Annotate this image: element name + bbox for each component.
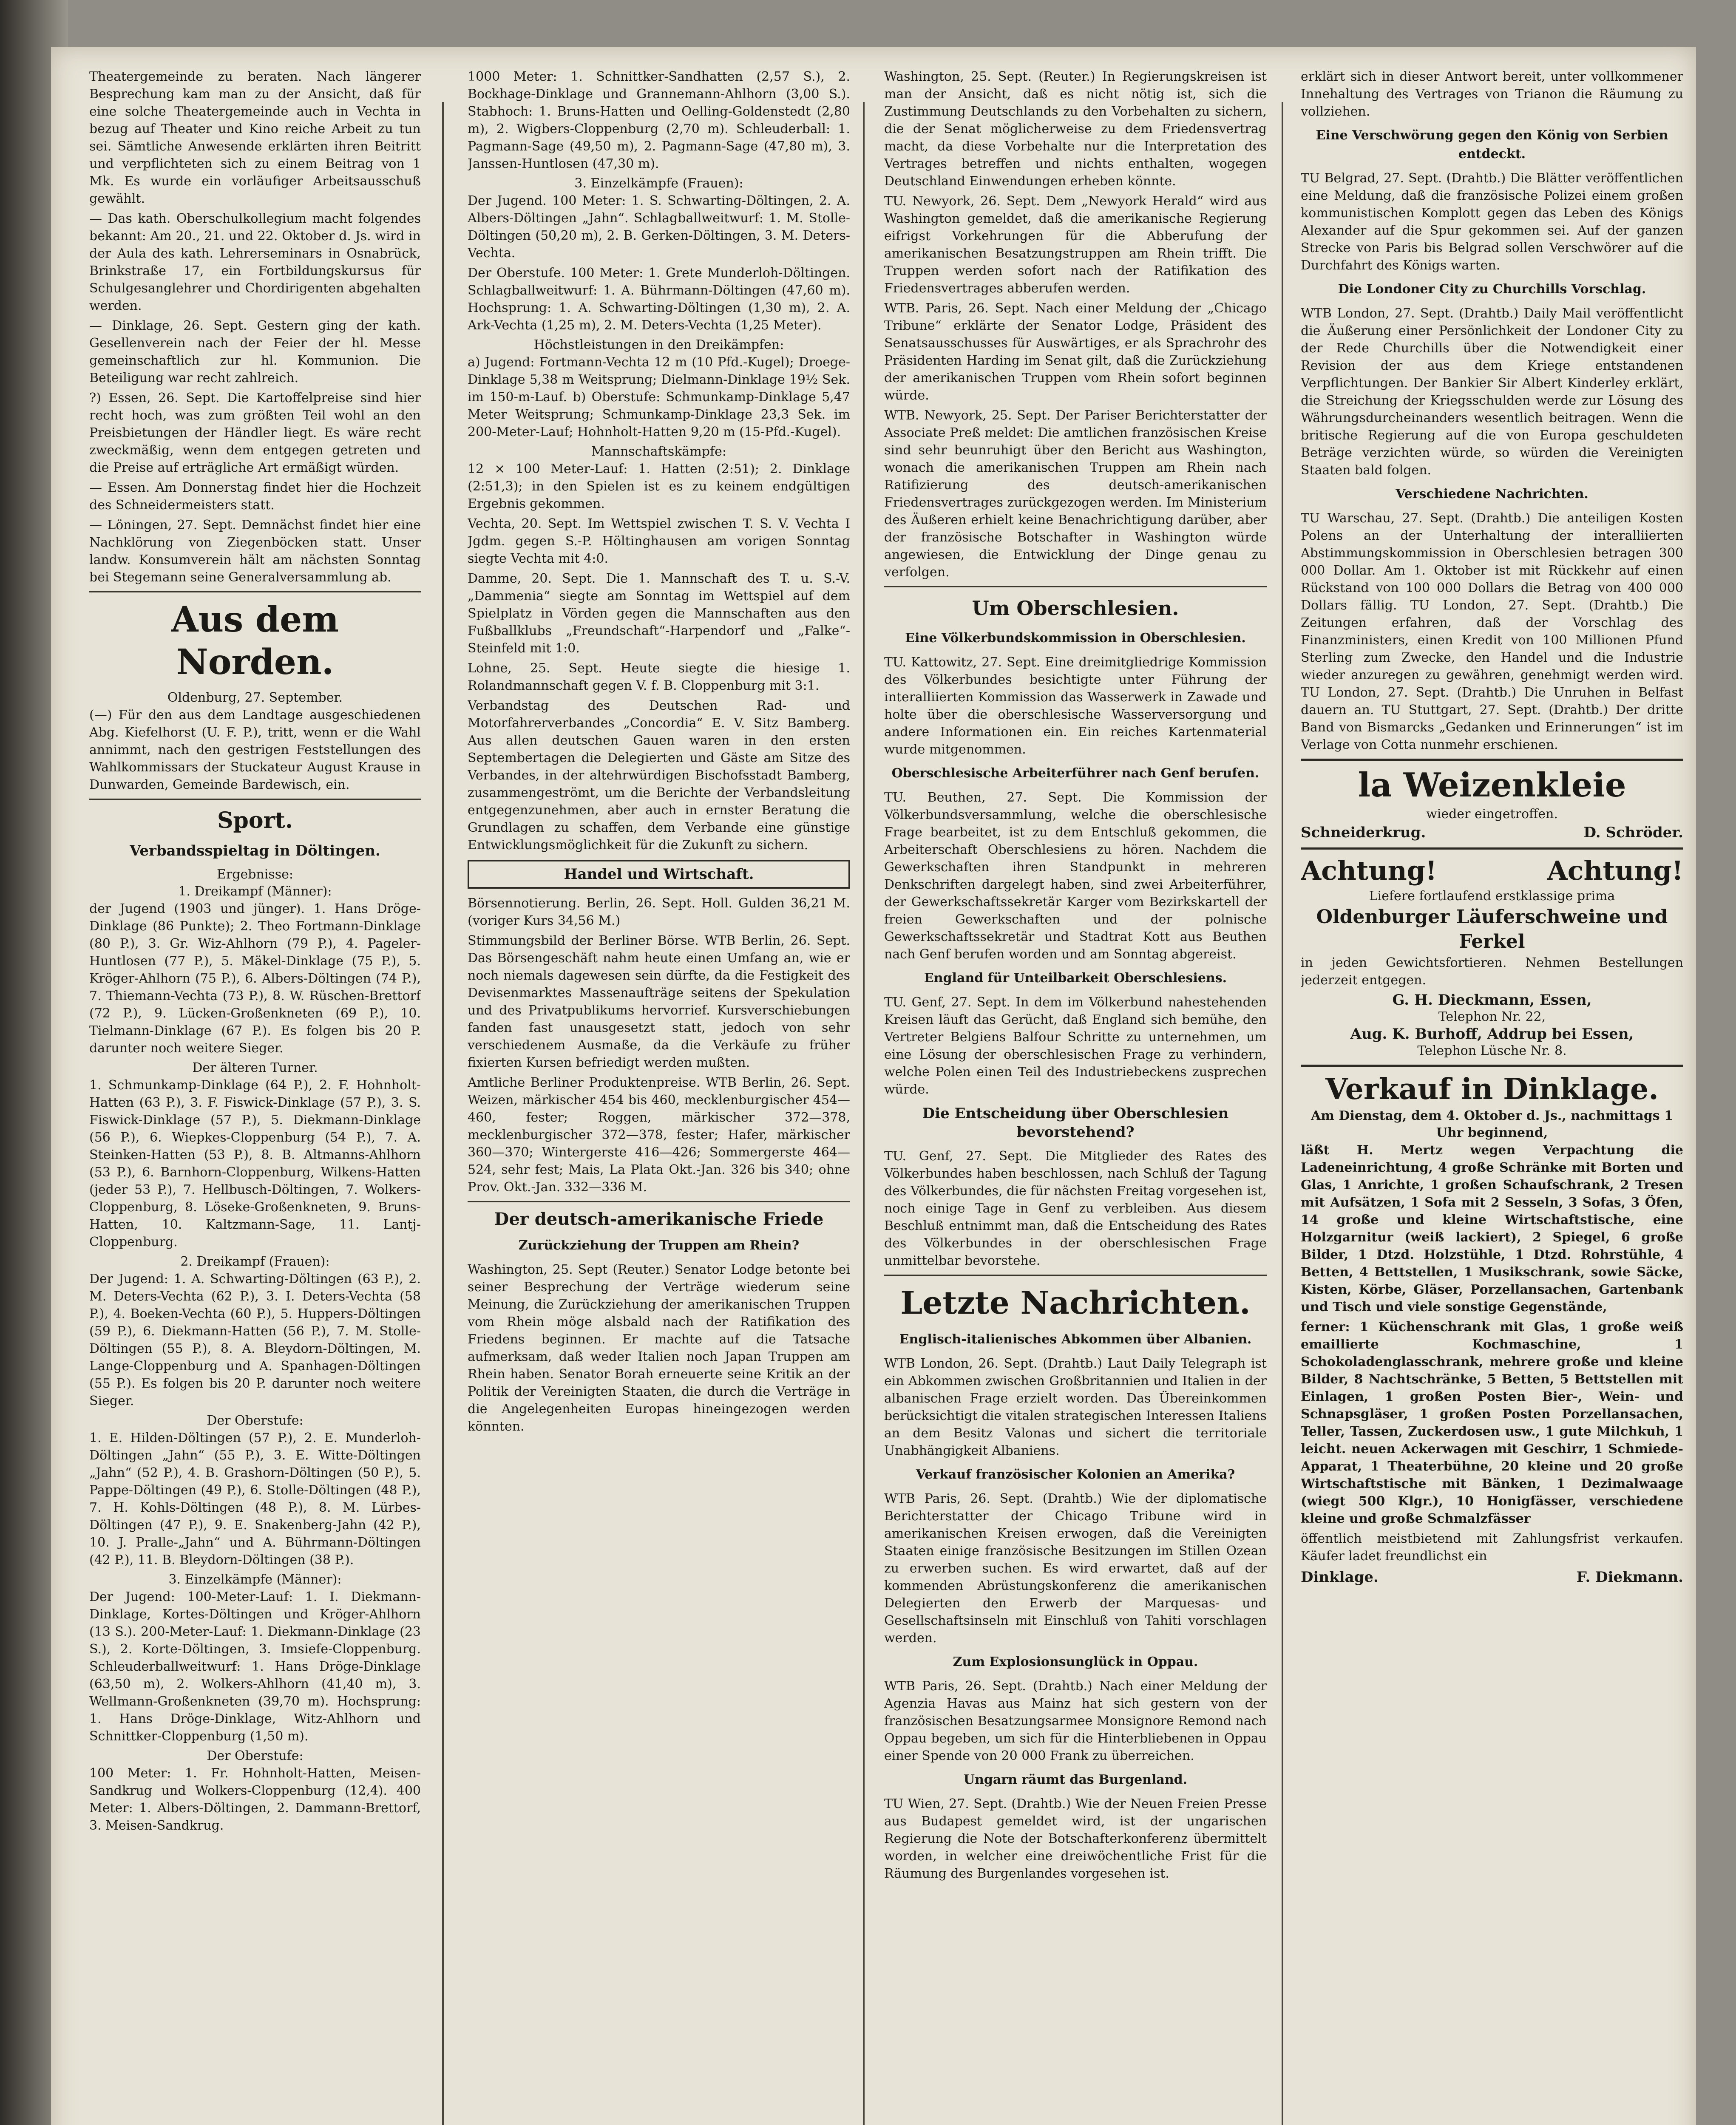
article-paragraph: TU. Genf, 27. Sept. Die Mitglieder des Rates des Völkerbundes haben beschlossen, nach Schluß der Tagung des Völkerbundes, die für nächsten Freitag vorgesehen ist, noch einige Tage in Genf zu verbleiben. Aus diesem Beschluß entnimmt man, daß die Entscheidung des Rates des Völkerbundes in der oberschlesischen Frage unmittelbar bevorstehe.: [884, 1149, 1267, 1268]
ad-phone: Telephon Nr. 22,: [1438, 1009, 1546, 1024]
article-paragraph: WTB London, 26. Sept. (Drahtb.) Laut Daily Telegraph ist ein Abkommen zwischen Großbritannien und Italien in der albanischen Frage erzielt worden. Das Übereinkommen berücksichtigt die vitalen strategischen Interessen Italiens an dem Besitz Valonas und sichert die territoriale Unabhängigkeit Albaniens.: [884, 1356, 1267, 1458]
label: 1. Dreikampf (Männer):: [178, 884, 332, 899]
column-4: [1301, 68, 1683, 1587]
ad-text: ferner: 1 Küchenschrank mit Glas, 1 große weiß emaillierte Kochmaschine, 1 Schokoladenglasschrank, mehrere große und kleine Bilder, 8 Nachtschränke, 5 Betten, 5 Bettstellen mit Einlagen, 1 großen Posten Bier-, Wein- und Schnapsgläser, 1 großen Posten Porzellansachen, Teller, Tassen, Zuckerdosen usw., 1 gute Milchkuh, 1 leicht. neuen Ackerwagen mit Geschirr, 1 Schmiede-Apparat, 1 Theaterbühne, 20 kleine und 20 große Wirtschaftstische mit Bänken, 1 Dezimalwaage (wiegt 500 Klgr.), 10 Honigfässer, verschiedene kleine und große Schmalzfässer: [1301, 1320, 1683, 1526]
column-rule: [442, 102, 444, 2125]
ad-signature: D. Schröder.: [1583, 824, 1683, 841]
article-paragraph: TU. Genf, 27. Sept. In dem im Völkerbund nahestehenden Kreisen läuft das Gerücht, daß England sich bemühe, den Vertreter Belgiens Balfour Schritte zu unternehmen, um eine Lösung der oberschlesischen Frage zu verhindern, welche Polen einen Teil des Industriebeckens zusprechen würde.: [884, 995, 1267, 1097]
article-paragraph: Damme, 20. Sept. Die 1. Mannschaft des T. u. S.-V. „Dammenia“ siegte am Sonntag im Wettspiel auf dem Spielplatz in Vörden gegen die Mannschaften aus den Fußballklubs „Freundschaft“-Harpendorf und „Falke“-Steinfeld mit 1:0.: [468, 571, 850, 656]
article-paragraph: Der Jugend: 100-Meter-Lauf: 1. I. Diekmann-Dinklage, Kortes-Döltingen und Kröger-Ahlhorn (13 S.). 200-Meter-Lauf: 1. Diekmann-Dinklage (23 S.), 2. Korte-Döltingen, 3. Imsiefe-Cloppenburg. Schleuderballweitwurf: 1. Hans Dröge-Dinklage (63,50 m), 2. Wolkers-Ahlhorn (41,40 m), 3. Wellmann-Großenkneten (39,70 m). Hochsprung: 1. Hans Dröge-Dinklage, Witz-Ahlhorn und Schnittker-Cloppenburg (1,50 m).: [89, 1590, 421, 1744]
ad-text: Liefere fortlaufend erstklassige prima: [1369, 889, 1615, 904]
article-paragraph: — Dinklage, 26. Sept. Gestern ging der kath. Gesellenverein nach der Feier der hl. Messe gemeinschaftlich zur hl. Kommunion. Die Beteiligung war recht zahlreich.: [89, 318, 421, 385]
ad-phone: Telephon Lüsche Nr. 8.: [1417, 1043, 1567, 1058]
ad-signature: F. Diekmann.: [1576, 1569, 1683, 1586]
advertisement-ferkel: [1301, 847, 1683, 1060]
article-paragraph: a) Jugend: Fortmann-Vechta 12 m (10 Pfd.-Kugel); Droege-Dinklage 5,38 m Weitsprung; Dielmann-Dinklage 19½ Sek. im 150-m-Lauf. b) Oberstufe: Schmunkamp-Dinklage 5,47 Meter Weitsprung; Schmunkamp-Dinklage 23,3 Sek. im 200-Meter-Lauf; Hohnholt-Hatten 9,20 m (15-Pfd.-Kugel).: [468, 355, 850, 439]
subheading: Verschiedene Nachrichten.: [1396, 487, 1588, 502]
subheading: Die Londoner City zu Churchills Vorschlag.: [1338, 282, 1646, 297]
ad-exclamation: Achtung!: [1301, 855, 1437, 886]
column-1: [89, 68, 421, 1837]
ad-text: öffentlich meistbietend mit Zahlungsfrist verkaufen. Käufer ladet freundlichst ein: [1301, 1531, 1683, 1564]
divider: [89, 799, 421, 800]
article-paragraph: Washington, 25. Sept (Reuter.) Senator Lodge betonte bei seiner Besprechung der Verträge wiederum seine Meinung, die Zurückziehung der amerikanischen Truppen vom Rhein möge alsbald nach der Ratifikation des Friedens beginnen. Er machte auf die Tatsache aufmerksam, daß weder Italien noch Japan Truppen am Rhein haben. Senator Borah erneuerte seine Kritik an der Politik der Vereinigten Staaten, die durch die Verträge in die Angelegenheiten Europas hineingezogen werden könnten.: [468, 1262, 850, 1434]
ad-place: Schneiderkrug.: [1301, 824, 1426, 841]
ad-title: Oldenburger Läuferschweine und Ferkel: [1316, 906, 1668, 952]
article-paragraph: TU Wien, 27. Sept. (Drahtb.) Wie der Neuen Freien Presse aus Budapest gemeldet wird, ist der ungarischen Regierung die Note der Botschafterkonferenz übermittelt worden, in welcher eine dreiwöchentliche Frist für die Räumung des Burgenlandes vorgesehen ist.: [884, 1796, 1267, 1881]
ad-text: wieder eingetroffen.: [1426, 807, 1558, 822]
article-paragraph: TU. Newyork, 26. Sept. Dem „Newyork Herald“ wird aus Washington gemeldet, daß die amerikanische Regierung eifrigst Vorkehrungen für die Abberufung der amerikanischen Besatzungstruppen am Rhein trifft. Die Truppen werden sofort nach der Ratifikation des Friedensvertrages abberufen werden.: [884, 194, 1267, 296]
divider: [89, 591, 421, 592]
article-paragraph: 100 Meter: 1. Fr. Hohnholt-Hatten, Meisen-Sandkrug und Wolkers-Cloppenburg (12,4). 400 Meter: 1. Albers-Döltingen, 2. Dammann-Brettorf, 3. Meisen-Sandkrug.: [89, 1766, 421, 1833]
article-paragraph: (—) Für den aus dem Landtage ausgeschiedenen Abg. Kiefelhorst (U. F. P.), tritt, wenn er die Wahl annimmt, nach den gestrigen Feststellungen des Wahlkommissars der Stuckateur August Krause in Dunwarden, Gemeinde Bardewisch, ein.: [89, 708, 421, 792]
advertisement-weizenkleie: [1301, 759, 1683, 842]
label: Der älteren Turner.: [192, 1060, 318, 1075]
section-heading: Letzte Nachrichten.: [900, 1285, 1251, 1321]
article-paragraph: Theatergemeinde zu beraten. Nach längerer Besprechung kam man zu der Ansicht, daß für eine solche Theatergemeinde auch in Vechta in bezug auf Theater und Kino reiche Arbeit zu tun sei. Sämtliche Anwesende erklärten ihren Beitritt und verpflichteten sich zu einem Beitrag von 1 Mk. Es wurde ein vorläufiger Arbeitsausschuß gewählt.: [89, 69, 421, 206]
article-paragraph: der Jugend (1903 und jünger). 1. Hans Dröge-Dinklage (86 Punkte); 2. Theo Fortmann-Dinklage (80 P.), 3. Gr. Wiz-Ahlhorn (79 P.), 4. Pageler-Huntlosen (77 P.), 5. Mäkel-Dinklage (75 P.), 5. Kröger-Ahlhorn (75 P.), 6. Albers-Döltingen (74 P.), 7. Thiemann-Vechta (73 P.), 8. W. Rüschen-Brettorf (72 P.), 9. Lücken-Großenkneten (69 P.), 10. Tielmann-Dinklage (67 P.). Es folgen bis 20 P. darunter noch weitere Sieger.: [89, 901, 421, 1056]
subheading: England für Unteilbarkeit Oberschlesiens.: [924, 971, 1227, 986]
ad-title: la Weizenkleie: [1358, 766, 1626, 805]
divider: [884, 586, 1267, 587]
article-paragraph: WTB London, 27. Sept. (Drahtb.) Daily Mail veröffentlicht die Äußerung einer Persönlichkeit der Londoner City zu der Rede Churchills über die Notwendigkeit einer Revision der aus dem Kriege entstandenen Verpflichtungen. Der Bankier Sir Albert Kinderley erklärt, die Streichung der Kriegsschulden werde zur Lösung des Währungsdurcheinanders wesentlich beitragen. Wenn die britische Regierung auf die von Europa geschuldeten Beträge verzichten würde, so würden die Vereinigten Staaten bald folgen.: [1301, 306, 1683, 478]
subheading: Die Entscheidung über Oberschlesien bevorstehend?: [922, 1105, 1229, 1141]
subheading: Englisch-italienisches Abkommen über Albanien.: [899, 1332, 1252, 1347]
section-heading: Um Oberschlesien.: [972, 597, 1179, 620]
article-paragraph: TU. Beuthen, 27. Sept. Die Kommission der Völkerbundsversammlung, welche die oberschlesische Frage bearbeitet, ist zu dem Entschluß gekommen, die Arbeiterschaft Oberschlesiens zu hören. Nachdem die Gewerkschaften ihren Standpunkt in mehreren Denkschriften dargelegt haben, sind zwei Arbeiterführer, der Gewerkschaftssekretär Karger vom Bezirkskartell der freien Gewerkschaften und der polnische Gewerkschaftssekretär und Stadtrat Kott aus Beuthen nach Genf berufen worden und am Sonntag abgereist.: [884, 790, 1267, 962]
ad-title: Verkauf in Dinklage.: [1325, 1072, 1659, 1106]
section-heading-boxed: Handel und Wirtschaft.: [468, 860, 850, 889]
subheading: Zum Explosionsunglück in Oppau.: [953, 1655, 1198, 1669]
subheading: Oberschlesische Arbeiterführer nach Genf berufen.: [891, 766, 1259, 781]
article-paragraph: Börsennotierung. Berlin, 26. Sept. Holl. Gulden 36,21 M. (voriger Kurs 34,56 M.): [468, 896, 850, 928]
article-paragraph: 1000 Meter: 1. Schnittker-Sandhatten (2,57 S.), 2. Bockhage-Dinklage und Grannemann-Ahlhorn (3,00 S.). Stabhoch: 1. Bruns-Hatten und Oelling-Goldenstedt (2,80 m), 2. Wigbers-Cloppenburg (2,70 m). Schleuderball: 1. Pagmann-Sage (49,50 m), 2. Pagmann-Sage (47,80 m), 3. Janssen-Huntlosen (47,30 m).: [468, 69, 850, 171]
article-paragraph: Lohne, 25. Sept. Heute siegte die hiesige 1. Rolandmannschaft gegen V. f. B. Cloppenburg mit 3:1.: [468, 661, 850, 693]
section-heading: Sport.: [217, 808, 293, 833]
article-paragraph: TU Warschau, 27. Sept. (Drahtb.) Die anteiligen Kosten Polens an der Unterhaltung der interalliierten Abstimmungskommission in Oberschlesien betragen 300 000 Dollar. Am 1. Oktober ist mit Rückkehr auf einen Rückstand von 100 000 Dollars die Betrag von 400 000 Dollars fällig. TU London, 27. Sept. (Drahtb.) Die Zeitungen erfahren, daß der Vorschlag des Finanzministers, einen Kredit von 100 Millionen Pfund Sterling zum Zwecke, den Handel und die Industrie wieder anzuregen zu gewähren, genehmigt werden wird. TU London, 27. Sept. (Drahtb.) Die Unruhen in Belfast dauern an. TU Stuttgart, 27. Sept. (Drahtb.) Der dritte Band von Bismarcks „Gedanken und Erinnerungen“ ist im Verlage von Cotta nunmehr erschienen.: [1301, 511, 1683, 752]
article-paragraph: WTB. Paris, 26. Sept. Nach einer Meldung der „Chicago Tribune“ erklärte der Senator Lodge, Präsident des Senatsausschusses für Auswärtiges, er als Sprachrohr des Präsidenten Harding im Senat gilt, daß die Zurückziehung der amerikanischen Truppen vom Rhein sofort beginnen würde.: [884, 301, 1267, 403]
subheading: Eine Verschwörung gegen den König von Serbien entdeckt.: [1316, 128, 1668, 162]
article-paragraph: 12 × 100 Meter-Lauf: 1. Hatten (2:51); 2. Dinklage (2:51,3); in den Spielen ist es zu keinem endgültigen Ergebnis gekommen.: [468, 462, 850, 511]
subheading: Ungarn räumt das Burgenland.: [963, 1772, 1188, 1787]
ad-text: läßt H. Mertz wegen Verpachtung die Ladeneinrichtung, 4 große Schränke mit Borten und Glas, 1 Anrichte, 1 großen Schaufschrank, 2 Tresen mit Aufsätzen, 1 Sofa mit 2 Sesseln, 3 Sofas, 3 Öfen, 14 große und kleine Wirtschaftstische, eine Holzgarnitur (weiß lackiert), 2 Spiegel, 6 große Bilder, 1 Dtzd. Holzstühle, 1 Dtzd. Rohrstühle, 4 Betten, 4 Bettstellen, 1 Musikschrank, sowie Säcke, Kisten, Körbe, Gläser, Porzellansachen, Gartenbank und Tisch und viele sonstige Gegenstände,: [1301, 1143, 1683, 1315]
label: 3. Einzelkämpfe (Männer):: [168, 1572, 342, 1587]
article-paragraph: Der Oberstufe. 100 Meter: 1. Grete Munderloh-Döltingen. Schlagballweitwurf: 1. A. Bührmann-Döltingen (47,60 m). Hochsprung: 1. A. Schwarting-Döltingen (1,30 m), 2. A. Ark-Vechta (1,25 m), 2. M. Deters-Vechta (1,25 Meter).: [468, 266, 850, 333]
ad-exclamation: Achtung!: [1547, 855, 1683, 886]
advertisement-verkauf: [1301, 1065, 1683, 1587]
article-paragraph: Vechta, 20. Sept. Im Wettspiel zwischen T. S. V. Vechta I Jgdm. gegen S.-P. Höltinghausen am vorigen Sonntag siegte Vechta mit 4:0.: [468, 516, 850, 566]
label: 3. Einzelkämpfe (Frauen):: [574, 176, 743, 191]
ad-name: Aug. K. Burhoff, Addrup bei Essen,: [1350, 1026, 1634, 1043]
article-paragraph: Der Jugend: 1. A. Schwarting-Döltingen (63 P.), 2. M. Deters-Vechta (62 P.), 3. I. Deters-Vechta (58 P.), 4. Boeken-Vechta (60 P.), 5. Huppers-Döltingen (59 P.), 6. Diekmann-Hatten (56 P.), 7. M. Stolle-Döltingen (55 P.), 8. A. Bleydorn-Döltingen, M. Lange-Cloppenburg und A. Spanhagen-Döltingen (55 P.). Es folgen bis 20 P. darunter noch weitere Sieger.: [89, 1272, 421, 1408]
article-paragraph: Stimmungsbild der Berliner Börse. WTB Berlin, 26. Sept. Das Börsengeschäft nahm heute einen Umfang an, wie er noch niemals dagewesen sein dürfte, da die Festigkeit des Devisenmarktes Massenaufträge seitens der Spekulation und des Privatpublikums hervorrief. Kursverschiebungen fanden fast unausgesetzt statt, jedoch von sehr verschiedenem Ausmaße, da die Verkäufe zu früher fixierten Kursen befriedigt werden mußten.: [468, 933, 850, 1070]
section-heading: Aus dem Norden.: [171, 599, 339, 683]
article-paragraph: WTB Paris, 26. Sept. (Drahtb.) Nach einer Meldung der Agenzia Havas aus Mainz hat sich gestern von der französischen Besatzungsarmee Monsignore Remond nach Oppau begeben, um sich für die Hinterbliebenen in Oppau einer Spende von 20 000 Frank zu überreichen.: [884, 1679, 1267, 1763]
article-paragraph: ?) Essen, 26. Sept. Die Kartoffelpreise sind hier recht hoch, was zum größten Teil wohl an den Preisbietungen der Händler liegt. Es wäre recht zweckmäßig, wenn dem entgegen getreten und die Preise auf erträgliche Art ermäßigt würden.: [89, 391, 421, 475]
label: Mannschaftskämpfe:: [591, 444, 726, 459]
article-paragraph: — Essen. Am Donnerstag findet hier die Hochzeit des Schneidermeisters statt.: [89, 480, 421, 513]
article-paragraph: 1. E. Hilden-Döltingen (57 P.), 2. E. Munderloh-Döltingen „Jahn“ (55 P.), 3. E. Witte-Döltingen „Jahn“ (52 P.), 4. B. Grashorn-Döltingen (50 P.), 5. Pappe-Döltingen (49 P.), 6. Stolle-Döltingen (48 P.), 7. H. Kohls-Döltingen (48 P.), 8. M. Lürbes-Döltingen (47 P.), 9. E. Snakenberg-Jahn (42 P.), 10. J. Pralle-„Jahn“ und A. Bührmann-Döltingen (42 P.), 11. B. Bleydorn-Döltingen (38 P.).: [89, 1431, 421, 1567]
ad-name: G. H. Dieckmann, Essen,: [1392, 992, 1592, 1009]
subheading: Eine Völkerbundskommission in Oberschlesien.: [905, 631, 1246, 646]
ad-text: Am Dienstag, dem 4. Oktober d. Js., nachmittags 1 Uhr beginnend,: [1311, 1108, 1674, 1140]
subheading: Zurückziehung der Truppen am Rhein?: [518, 1238, 800, 1253]
column-rule: [863, 102, 865, 2125]
subheading: Verkauf französischer Kolonien an Amerika?: [916, 1467, 1235, 1482]
article-paragraph: Washington, 25. Sept. (Reuter.) In Regierungskreisen ist man der Ansicht, daß es nicht nötig ist, sich die Zustimmung Deutschlands zu den Vorbehalten zu sichern, die der Senat möglicherweise zu dem Friedensvertrag macht, da diese Vorbehalte nur die Interpretation des Vertrages betreffen und nichts enthalten, wogegen Deutschland Einwendungen erheben könnte.: [884, 69, 1267, 189]
article-paragraph: 1. Schmunkamp-Dinklage (64 P.), 2. F. Hohnholt-Hatten (63 P.), 3. F. Fiswick-Dinklage (57 P.), 3. S. Fiswick-Dinklage (57 P.), 5. Diekmann-Dinklage (56 P.), 6. Wiepkes-Cloppenburg (54 P.), 7. A. Steinken-Hatten (53 P.), 8. B. Altmanns-Ahlhorn (53 P.), 6. Barnhorn-Cloppenburg, Wilkens-Hatten (jeder 53 P.), 7. Hellbusch-Döltingen, 7. Wolkers-Cloppenburg, 8. Löseke-Großenkneten, 9. Bruns-Hatten, 10. Kaltzmann-Sage, 11. Lantj-Cloppenburg.: [89, 1078, 421, 1250]
column-2: [468, 68, 850, 1438]
subheading: Verbandsspieltag in Döltingen.: [130, 842, 380, 859]
dateline: Oldenburg, 27. September.: [167, 690, 343, 705]
divider: [884, 1275, 1267, 1276]
divider: [468, 1201, 850, 1202]
label: Der Oberstufe:: [207, 1413, 304, 1428]
label: Höchstleistungen in den Dreikämpfen:: [533, 337, 784, 352]
article-paragraph: Der Jugend. 100 Meter: 1. S. Schwarting-Döltingen, 2. A. Albers-Döltingen „Jahn“. Schlagballweitwurf: 1. M. Stolle-Döltingen (50,20 m), 2. B. Gerken-Döltingen, 3. M. Deters-Vechta.: [468, 193, 850, 261]
label: Ergebnisse:: [217, 867, 293, 882]
article-paragraph: TU. Kattowitz, 27. Sept. Eine dreimitgliedrige Kommission des Völkerbundes besichtigte unter Führung der interalliierten Kommission das Wasserwerk in Zawade und holte über die oberschlesische Wasserversorgung und andere Informationen ein. Ein reiches Kartenmaterial wurde mitgenommen.: [884, 655, 1267, 757]
label: 2. Dreikampf (Frauen):: [180, 1254, 330, 1269]
article-paragraph: — Löningen, 27. Sept. Demnächst findet hier eine Nachklörung von Ziegenböcken statt. Unser landw. Konsumverein hält am nächsten Sonntag bei Stegemann seine Generalversammlung ab.: [89, 518, 421, 585]
article-paragraph: TU Belgrad, 27. Sept. (Drahtb.) Die Blätter veröffentlichen eine Meldung, daß die französische Polizei einem großen kommunistischen Komplott gegen das Leben des Königs Alexander auf die Spur gekommen sei. Auf der ganzen Strecke von Paris bis Belgrad sollen Verschwörer auf die Durchfahrt des Königs warten.: [1301, 171, 1683, 273]
label: Der Oberstufe:: [207, 1748, 304, 1763]
ad-text: in jeden Gewichtsfortieren. Nehmen Bestellungen jederzeit entgegen.: [1301, 955, 1683, 988]
article-paragraph: erklärt sich in dieser Antwort bereit, unter vollkommener Innehaltung des Vertrages von Trianon die Räumung zu vollziehen.: [1301, 69, 1683, 119]
article-paragraph: WTB Paris, 26. Sept. (Drahtb.) Wie der diplomatische Berichterstatter der Chicago Tribune wird in amerikanischen Kreisen erwogen, daß die Vereinigten Staaten einige französische Besitzungen im Stillen Ozean zu erwerben suchen. Es wird erwartet, daß auf der kommenden Abrüstungskonferenz die amerikanischen Delegierten den Erwerb der Marquesas- und Gesellschaftsinseln mit Einschluß von Tahiti vorschlagen werden.: [884, 1491, 1267, 1646]
column-3: [884, 68, 1267, 1885]
section-heading: Der deutsch-amerikanische Friede: [494, 1209, 824, 1229]
column-rule: [1282, 102, 1283, 2125]
article-paragraph: WTB. Newyork, 25. Sept. Der Pariser Berichterstatter der Associate Preß meldet: Die amtlichen französischen Kreise sind sehr beunruhigt über den Bericht aus Washington, wonach die amerikanischen Truppen am Rhein nach Ratifizierung des deutsch-amerikanischen Friedensvertrages zurückgezogen werden. Im Ministerium des Äußeren erhielt keine Benachrichtigung darüber, aber der französische Botschafter in Washington würde angewiesen, die Entwicklung der Dinge genau zu verfolgen.: [884, 408, 1267, 580]
article-paragraph: Verbandstag des Deutschen Rad- und Motorfahrerverbandes „Concordia“ E. V. Sitz Bamberg. Aus allen deutschen Gauen waren in den ersten Septembertagen die Delegierten und Gäste am Sitze des Verbandes, in der altehrwürdigen Bischofsstadt Bamberg, zusammengeströmt, um die Berichte der Verbandsleitung entgegenzunehmen, aber auch in ernster Beratung die Grundlagen zu schaffen, dem Verbande eine günstige Entwicklungsmöglichkeit für die Zukunft zu sichern.: [468, 698, 850, 853]
article-paragraph: — Das kath. Oberschulkollegium macht folgendes bekannt: Am 20., 21. und 22. Oktober d. Js. wird in der Aula des kath. Lehrerseminars in Osnabrück, Brinkstraße 17, ein Fortbildungskursus für Schulgesanglehrer und Chordirigenten abgehalten werden.: [89, 211, 421, 313]
ad-place: Dinklage.: [1301, 1569, 1379, 1586]
article-paragraph: Amtliche Berliner Produktenpreise. WTB Berlin, 26. Sept. Weizen, märkischer 454 bis 460, mecklenburgischer 454—460, fester; Roggen, märkischer 372—378, mecklenburgischer 372—378, fester; Hafer, märkischer 360—370; Wintergerste 416—426; Sommergerste 464—524, sehr fest; Mais, La Plata Okt.-Jan. 326 bis 340; ohne Prov. Okt.-Jan. 332—336 M.: [468, 1075, 850, 1195]
